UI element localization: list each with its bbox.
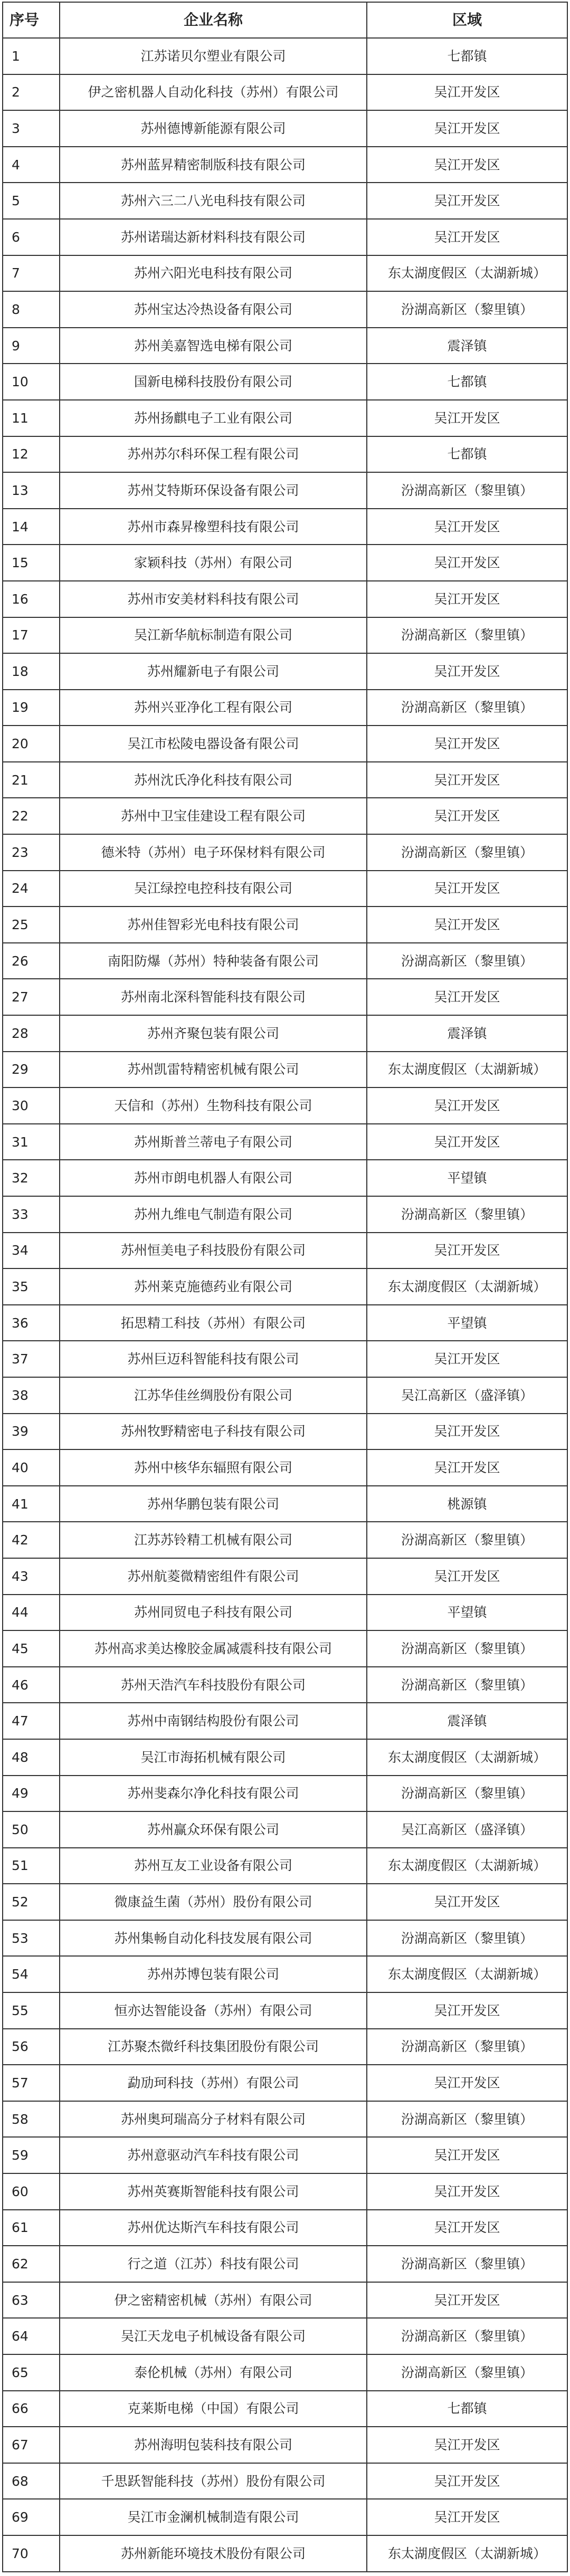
table-row [3, 1233, 568, 1270]
cell-region: 吴江开发区 [367, 400, 568, 437]
table-row [3, 1124, 568, 1161]
cell-index: 21 [3, 762, 60, 799]
cell-company: 江苏聚杰微纤科技集团股份有限公司 [60, 2029, 367, 2066]
cell-company: 苏州兴亚净化工程有限公司 [60, 690, 367, 727]
cell-region: 平望镇 [367, 1305, 568, 1342]
table-header-row [3, 3, 568, 39]
cell-region: 汾湖高新区（黎里镇） [367, 2246, 568, 2283]
cell-company: 苏州华鹏包装有限公司 [60, 1486, 367, 1523]
cell-company: 拓思精工科技（苏州）有限公司 [60, 1305, 367, 1342]
cell-company: 苏州恒美电子科技股份有限公司 [60, 1233, 367, 1270]
table-row [3, 1486, 568, 1523]
cell-company: 苏州蓝昇精密制版科技有限公司 [60, 147, 367, 184]
cell-index: 7 [3, 256, 60, 292]
cell-index: 64 [3, 2319, 60, 2355]
cell-index: 45 [3, 1631, 60, 1667]
table-row [3, 2319, 568, 2355]
cell-index: 52 [3, 1884, 60, 1921]
table-row [3, 473, 568, 509]
cell-company: 苏州沈氏净化科技有限公司 [60, 762, 367, 799]
table-row [3, 1812, 568, 1848]
cell-index: 42 [3, 1522, 60, 1559]
table-row [3, 2391, 568, 2428]
table-row [3, 1703, 568, 1740]
cell-company: 苏州艾特斯环保设备有限公司 [60, 473, 367, 509]
table-row [3, 654, 568, 690]
cell-company: 苏州市森昇橡塑科技有限公司 [60, 509, 367, 546]
table-row [3, 726, 568, 762]
cell-company: 苏州市朗电机器人有限公司 [60, 1160, 367, 1197]
cell-region: 平望镇 [367, 1160, 568, 1197]
cell-company: 苏州市安美材料科技有限公司 [60, 581, 367, 618]
table-row [3, 400, 568, 437]
cell-region: 吴江开发区 [367, 1993, 568, 2029]
cell-index: 32 [3, 1160, 60, 1197]
cell-company: 苏州集畅自动化科技发展有限公司 [60, 1921, 367, 1957]
cell-company: 国新电梯科技股份有限公司 [60, 364, 367, 400]
cell-index: 65 [3, 2355, 60, 2391]
cell-company: 苏州赢众环保有限公司 [60, 1812, 367, 1848]
table-row [3, 690, 568, 727]
table-row [3, 2174, 568, 2210]
cell-region: 七都镇 [367, 437, 568, 473]
cell-index: 54 [3, 1957, 60, 1993]
cell-company: 苏州中南钢结构股份有限公司 [60, 1703, 367, 1740]
cell-company: 南阳防爆（苏州）特种装备有限公司 [60, 943, 367, 980]
cell-index: 2 [3, 75, 60, 111]
cell-index: 12 [3, 437, 60, 473]
cell-company: 苏州中核华东辐照有限公司 [60, 1450, 367, 1486]
table-row [3, 1378, 568, 1414]
cell-region: 汾湖高新区（黎里镇） [367, 1522, 568, 1559]
cell-company: 吴江绿控电控科技有限公司 [60, 871, 367, 908]
cell-index: 17 [3, 618, 60, 654]
cell-company: 江苏苏铃精工机械有限公司 [60, 1522, 367, 1559]
cell-index: 34 [3, 1233, 60, 1270]
table-row [3, 1088, 568, 1124]
cell-index: 19 [3, 690, 60, 727]
cell-index: 24 [3, 871, 60, 908]
cell-index: 60 [3, 2174, 60, 2210]
cell-company: 吴江天龙电子机械设备有限公司 [60, 2319, 367, 2355]
table-row [3, 1197, 568, 1233]
cell-region: 吴江开发区 [367, 75, 568, 111]
table-row [3, 2283, 568, 2319]
table-row [3, 1559, 568, 1595]
cell-company: 苏州奥珂瑞高分子材料有限公司 [60, 2102, 367, 2138]
table-row [3, 1631, 568, 1667]
table-row [3, 2210, 568, 2247]
cell-region: 东太湖度假区（太湖新城） [367, 1052, 568, 1089]
cell-index: 58 [3, 2102, 60, 2138]
table-row [3, 328, 568, 365]
table-row [3, 1921, 568, 1957]
cell-region: 桃源镇 [367, 1486, 568, 1523]
cell-company: 克莱斯电梯（中国）有限公司 [60, 2391, 367, 2428]
cell-region: 吴江开发区 [367, 220, 568, 256]
cell-region: 吴江开发区 [367, 654, 568, 690]
cell-index: 26 [3, 943, 60, 980]
cell-company: 苏州佳智彩光电科技有限公司 [60, 907, 367, 943]
table-row [3, 618, 568, 654]
table-row [3, 1884, 568, 1921]
cell-region: 汾湖高新区（黎里镇） [367, 1667, 568, 1704]
cell-region: 吴江开发区 [367, 1414, 568, 1451]
table-row [3, 762, 568, 799]
cell-company: 苏州天浩汽车科技股份有限公司 [60, 1667, 367, 1704]
table-row [3, 220, 568, 256]
cell-index: 13 [3, 473, 60, 509]
cell-company: 苏州宝达冷热设备有限公司 [60, 292, 367, 328]
table-row [3, 2246, 568, 2283]
cell-region: 吴江开发区 [367, 147, 568, 184]
cell-company: 家颖科技（苏州）有限公司 [60, 545, 367, 581]
cell-index: 63 [3, 2283, 60, 2319]
cell-region: 吴江开发区 [367, 2499, 568, 2536]
cell-index: 35 [3, 1269, 60, 1305]
cell-region: 汾湖高新区（黎里镇） [367, 2029, 568, 2066]
cell-company: 江苏华佳丝绸股份有限公司 [60, 1378, 367, 1414]
cell-region: 震泽镇 [367, 1016, 568, 1052]
cell-index: 33 [3, 1197, 60, 1233]
cell-region: 吴江开发区 [367, 2138, 568, 2174]
cell-company: 天信和（苏州）生物科技有限公司 [60, 1088, 367, 1124]
cell-region: 吴江开发区 [367, 871, 568, 908]
table-row [3, 1269, 568, 1305]
cell-region: 汾湖高新区（黎里镇） [367, 618, 568, 654]
cell-index: 62 [3, 2246, 60, 2283]
cell-region: 震泽镇 [367, 328, 568, 365]
cell-region: 东太湖度假区（太湖新城） [367, 256, 568, 292]
cell-company: 德米特（苏州）电子环保材料有限公司 [60, 835, 367, 871]
table-row [3, 147, 568, 184]
cell-index: 37 [3, 1341, 60, 1378]
cell-region: 吴江开发区 [367, 1233, 568, 1270]
cell-company: 苏州德博新能源有限公司 [60, 111, 367, 147]
cell-region: 吴江开发区 [367, 907, 568, 943]
table-row [3, 943, 568, 980]
cell-company: 勐劢珂科技（苏州）有限公司 [60, 2065, 367, 2102]
cell-region: 东太湖度假区（太湖新城） [367, 2536, 568, 2572]
cell-company: 苏州中卫宝佳建设工程有限公司 [60, 798, 367, 835]
table-row [3, 545, 568, 581]
cell-index: 43 [3, 1559, 60, 1595]
cell-company: 苏州齐聚包装有限公司 [60, 1016, 367, 1052]
cell-company: 苏州六阳光电科技有限公司 [60, 256, 367, 292]
cell-region: 吴江开发区 [367, 1559, 568, 1595]
table-row [3, 1776, 568, 1812]
cell-index: 14 [3, 509, 60, 546]
cell-company: 吴江市海拓机械有限公司 [60, 1740, 367, 1776]
table-row [3, 183, 568, 220]
cell-region: 吴江开发区 [367, 2065, 568, 2102]
cell-index: 38 [3, 1378, 60, 1414]
table-row [3, 39, 568, 75]
cell-company: 苏州新能环境技术股份有限公司 [60, 2536, 367, 2572]
cell-company: 苏州英赛斯智能科技有限公司 [60, 2174, 367, 2210]
cell-index: 27 [3, 979, 60, 1016]
cell-company: 苏州斯普兰蒂电子有限公司 [60, 1124, 367, 1161]
header-region: 区域 [367, 3, 568, 39]
table-row [3, 2065, 568, 2102]
cell-index: 30 [3, 1088, 60, 1124]
table-row [3, 2102, 568, 2138]
cell-company: 伊之密精密机械（苏州）有限公司 [60, 2283, 367, 2319]
cell-region: 吴江开发区 [367, 1088, 568, 1124]
cell-region: 吴江开发区 [367, 111, 568, 147]
table-row [3, 1522, 568, 1559]
cell-region: 汾湖高新区（黎里镇） [367, 292, 568, 328]
cell-index: 36 [3, 1305, 60, 1342]
cell-index: 69 [3, 2499, 60, 2536]
cell-region: 汾湖高新区（黎里镇） [367, 2355, 568, 2391]
header-company: 企业名称 [60, 3, 367, 39]
cell-index: 55 [3, 1993, 60, 2029]
cell-region: 汾湖高新区（黎里镇） [367, 1631, 568, 1667]
cell-index: 4 [3, 147, 60, 184]
cell-region: 吴江开发区 [367, 762, 568, 799]
cell-index: 15 [3, 545, 60, 581]
cell-region: 吴江开发区 [367, 2174, 568, 2210]
cell-index: 5 [3, 183, 60, 220]
cell-company: 苏州苏尔科环保工程有限公司 [60, 437, 367, 473]
cell-index: 40 [3, 1450, 60, 1486]
cell-index: 66 [3, 2391, 60, 2428]
cell-region: 汾湖高新区（黎里镇） [367, 1776, 568, 1812]
cell-region: 汾湖高新区（黎里镇） [367, 835, 568, 871]
cell-region: 吴江开发区 [367, 509, 568, 546]
table-body [3, 39, 568, 2572]
cell-index: 20 [3, 726, 60, 762]
cell-region: 七都镇 [367, 2391, 568, 2428]
cell-company: 千思跃智能科技（苏州）股份有限公司 [60, 2464, 367, 2500]
cell-region: 吴江开发区 [367, 1341, 568, 1378]
cell-region: 吴江开发区 [367, 2283, 568, 2319]
cell-index: 53 [3, 1921, 60, 1957]
cell-company: 苏州莱克施德药业有限公司 [60, 1269, 367, 1305]
cell-index: 46 [3, 1667, 60, 1704]
cell-index: 56 [3, 2029, 60, 2066]
cell-company: 苏州美嘉智选电梯有限公司 [60, 328, 367, 365]
cell-region: 东太湖度假区（太湖新城） [367, 1848, 568, 1885]
table-row [3, 256, 568, 292]
cell-index: 25 [3, 907, 60, 943]
table-row [3, 1341, 568, 1378]
table-row [3, 1595, 568, 1632]
cell-company: 苏州苏博包装有限公司 [60, 1957, 367, 1993]
table-row [3, 2138, 568, 2174]
cell-region: 七都镇 [367, 39, 568, 75]
table-row [3, 1305, 568, 1342]
cell-company: 苏州斐森尔净化科技有限公司 [60, 1776, 367, 1812]
cell-company: 江苏诺贝尔塑业有限公司 [60, 39, 367, 75]
cell-region: 吴江高新区（盛泽镇） [367, 1378, 568, 1414]
cell-company: 微康益生菌（苏州）股份有限公司 [60, 1884, 367, 1921]
table-row [3, 1160, 568, 1197]
table-row [3, 75, 568, 111]
cell-company: 苏州诺瑞达新材料科技有限公司 [60, 220, 367, 256]
cell-index: 11 [3, 400, 60, 437]
header-index: 序号 [3, 3, 60, 39]
cell-company: 苏州互友工业设备有限公司 [60, 1848, 367, 1885]
cell-index: 50 [3, 1812, 60, 1848]
table-row [3, 835, 568, 871]
cell-region: 七都镇 [367, 364, 568, 400]
cell-index: 22 [3, 798, 60, 835]
cell-region: 汾湖高新区（黎里镇） [367, 2102, 568, 2138]
cell-index: 3 [3, 111, 60, 147]
cell-region: 吴江开发区 [367, 2210, 568, 2247]
table-row [3, 1414, 568, 1451]
cell-company: 苏州海明包装科技有限公司 [60, 2427, 367, 2464]
cell-region: 东太湖度假区（太湖新城） [367, 1740, 568, 1776]
table-row [3, 1450, 568, 1486]
cell-region: 吴江开发区 [367, 798, 568, 835]
cell-index: 57 [3, 2065, 60, 2102]
cell-index: 44 [3, 1595, 60, 1632]
cell-company: 苏州耀新电子有限公司 [60, 654, 367, 690]
cell-company: 泰伦机械（苏州）有限公司 [60, 2355, 367, 2391]
cell-company: 苏州凯雷特精密机械有限公司 [60, 1052, 367, 1089]
cell-region: 吴江开发区 [367, 2427, 568, 2464]
cell-company: 苏州巨迈科智能科技有限公司 [60, 1341, 367, 1378]
table-row [3, 798, 568, 835]
cell-index: 28 [3, 1016, 60, 1052]
cell-region: 汾湖高新区（黎里镇） [367, 1921, 568, 1957]
cell-region: 吴江高新区（盛泽镇） [367, 1812, 568, 1848]
cell-company: 吴江市金澜机械制造有限公司 [60, 2499, 367, 2536]
cell-region: 东太湖度假区（太湖新城） [367, 1269, 568, 1305]
table-row [3, 509, 568, 546]
cell-company: 吴江新华航标制造有限公司 [60, 618, 367, 654]
cell-index: 51 [3, 1848, 60, 1885]
cell-region: 汾湖高新区（黎里镇） [367, 2319, 568, 2355]
cell-company: 恒亦达智能设备（苏州）有限公司 [60, 1993, 367, 2029]
cell-company: 苏州扬麒电子工业有限公司 [60, 400, 367, 437]
table-row [3, 907, 568, 943]
table-row [3, 581, 568, 618]
cell-company: 苏州南北深科智能科技有限公司 [60, 979, 367, 1016]
cell-index: 9 [3, 328, 60, 365]
cell-region: 吴江开发区 [367, 183, 568, 220]
table-row [3, 2536, 568, 2572]
cell-index: 59 [3, 2138, 60, 2174]
cell-index: 6 [3, 220, 60, 256]
cell-region: 吴江开发区 [367, 581, 568, 618]
table-row [3, 1016, 568, 1052]
table-row [3, 2464, 568, 2500]
cell-company: 苏州意驱动汽车科技有限公司 [60, 2138, 367, 2174]
cell-region: 震泽镇 [367, 1703, 568, 1740]
cell-region: 吴江开发区 [367, 2464, 568, 2500]
cell-company: 苏州高求美达橡胶金属减震科技有限公司 [60, 1631, 367, 1667]
cell-index: 48 [3, 1740, 60, 1776]
table-row [3, 292, 568, 328]
cell-index: 1 [3, 39, 60, 75]
cell-index: 16 [3, 581, 60, 618]
table-row [3, 437, 568, 473]
cell-region: 汾湖高新区（黎里镇） [367, 943, 568, 980]
cell-index: 41 [3, 1486, 60, 1523]
table-row [3, 2029, 568, 2066]
table-row [3, 1740, 568, 1776]
table-row [3, 111, 568, 147]
table-row [3, 2427, 568, 2464]
cell-region: 吴江开发区 [367, 1124, 568, 1161]
cell-index: 39 [3, 1414, 60, 1451]
cell-region: 东太湖度假区（太湖新城） [367, 1957, 568, 1993]
cell-index: 23 [3, 835, 60, 871]
table-row [3, 1052, 568, 1089]
cell-index: 68 [3, 2464, 60, 2500]
cell-index: 67 [3, 2427, 60, 2464]
cell-company: 苏州同贸电子科技有限公司 [60, 1595, 367, 1632]
cell-region: 吴江开发区 [367, 545, 568, 581]
table-row [3, 871, 568, 908]
cell-index: 18 [3, 654, 60, 690]
table-row [3, 2499, 568, 2536]
cell-company: 苏州九维电气制造有限公司 [60, 1197, 367, 1233]
cell-company: 行之道（江苏）科技有限公司 [60, 2246, 367, 2283]
table-row [3, 1993, 568, 2029]
cell-index: 10 [3, 364, 60, 400]
cell-company: 苏州航菱微精密组件有限公司 [60, 1559, 367, 1595]
cell-company: 伊之密机器人自动化科技（苏州）有限公司 [60, 75, 367, 111]
table-row [3, 1957, 568, 1993]
cell-region: 汾湖高新区（黎里镇） [367, 473, 568, 509]
cell-index: 61 [3, 2210, 60, 2247]
cell-company: 苏州优达斯汽车科技有限公司 [60, 2210, 367, 2247]
table-row [3, 979, 568, 1016]
cell-index: 29 [3, 1052, 60, 1089]
table-row [3, 1848, 568, 1885]
cell-region: 平望镇 [367, 1595, 568, 1632]
cell-region: 汾湖高新区（黎里镇） [367, 690, 568, 727]
cell-company: 苏州牧野精密电子科技有限公司 [60, 1414, 367, 1451]
cell-index: 31 [3, 1124, 60, 1161]
cell-index: 70 [3, 2536, 60, 2572]
cell-region: 吴江开发区 [367, 726, 568, 762]
company-table [2, 2, 568, 2572]
table-row [3, 364, 568, 400]
cell-region: 吴江开发区 [367, 979, 568, 1016]
cell-index: 47 [3, 1703, 60, 1740]
cell-index: 8 [3, 292, 60, 328]
table-row [3, 1667, 568, 1704]
cell-region: 吴江开发区 [367, 1450, 568, 1486]
cell-company: 苏州六三二八光电科技有限公司 [60, 183, 367, 220]
cell-region: 汾湖高新区（黎里镇） [367, 1197, 568, 1233]
cell-region: 吴江开发区 [367, 1884, 568, 1921]
table-row [3, 2355, 568, 2391]
cell-index: 49 [3, 1776, 60, 1812]
cell-company: 吴江市松陵电器设备有限公司 [60, 726, 367, 762]
